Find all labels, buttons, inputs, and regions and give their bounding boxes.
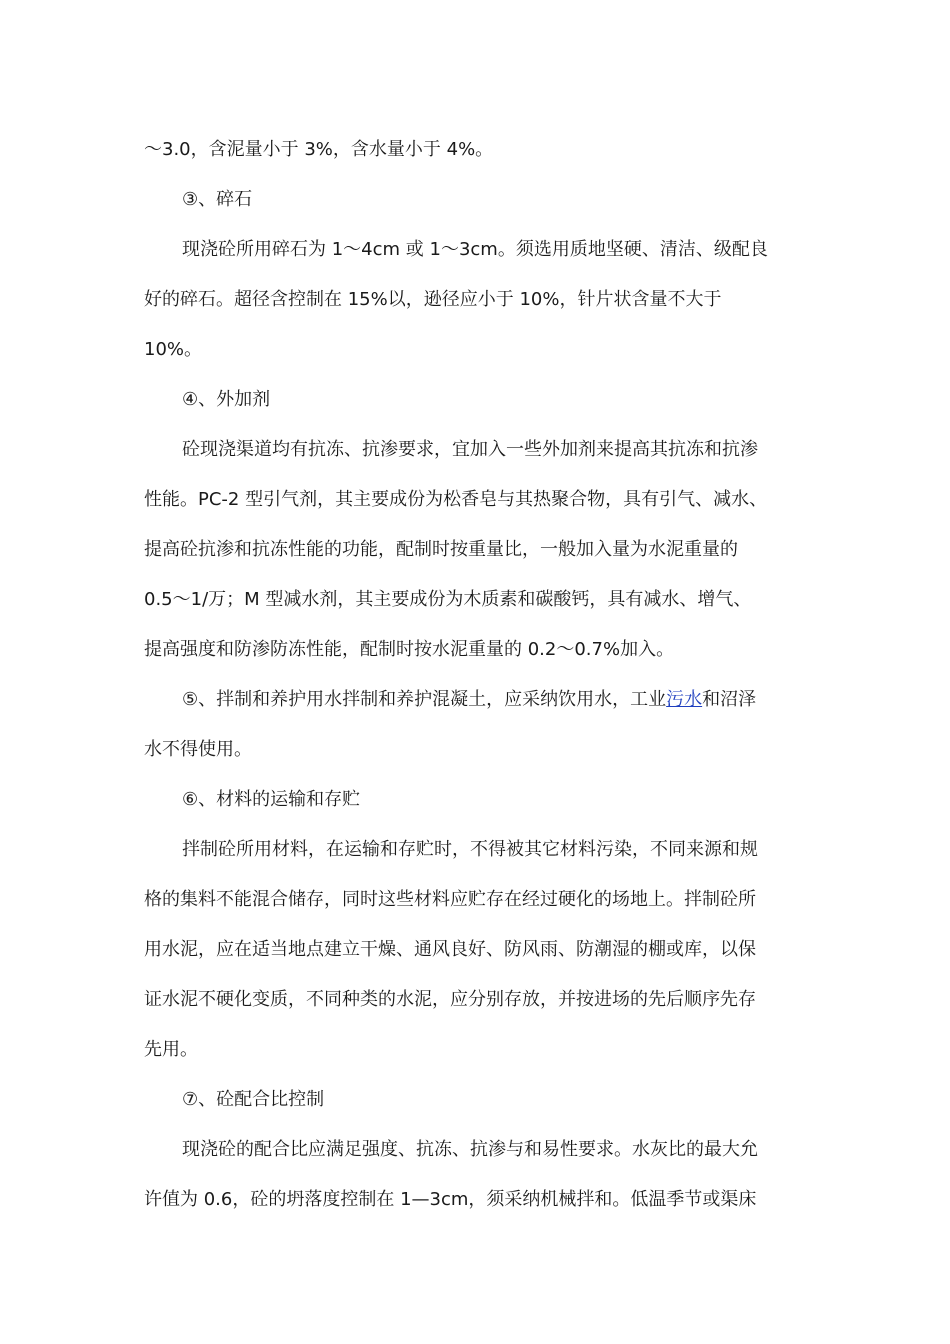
wastewater-link[interactable]: 污水 (666, 689, 703, 710)
paragraph-line: 用水泥，应在适当地点建立干燥、通风良好、防风雨、防潮湿的棚或库，以保 (144, 939, 756, 960)
paragraph-line: 现浇砼的配合比应满足强度、抗冻、抗渗与和易性要求。水灰比的最大允 (182, 1139, 758, 1160)
paragraph-line: 10%。 (144, 339, 203, 360)
section-heading-water (182, 688, 756, 712)
section-heading-admixture: ④、外加剂 (182, 389, 271, 410)
section-heading-transport-storage: ⑥、材料的运输和存贮 (182, 789, 361, 810)
paragraph-line: 格的集料不能混合储存，同时这些材料应贮存在经过硬化的场地上。拌制砼所 (144, 889, 756, 910)
paragraph-line: 许值为 0.6，砼的坍落度控制在 1—3cm，须采纳机械拌和。低温季节或渠床 (144, 1189, 757, 1210)
paragraph-line: 0.5～1/万；M 型减水剂，其主要成份为木质素和碳酸钙，具有减水、增气、 (144, 589, 752, 610)
paragraph-line: 提高强度和防渗防冻性能，配制时按水泥重量的 0.2～0.7%加入。 (144, 639, 675, 660)
paragraph-line: 现浇砼所用碎石为 1～4cm 或 1～3cm。须选用质地坚硬、清洁、级配良 (182, 239, 768, 260)
paragraph-line: 水不得使用。 (144, 739, 252, 760)
text-span: ⑤、拌制和养护用水拌制和养护混凝土，应采纳饮用水，工业 (182, 689, 667, 710)
paragraph-line: 先用。 (144, 1039, 198, 1060)
section-heading-mix-ratio: ⑦、砼配合比控制 (182, 1089, 325, 1110)
text-line: ～3.0，含泥量小于 3%，含水量小于 4%。 (144, 139, 494, 160)
paragraph-line: 证水泥不硬化变质，不同种类的水泥，应分别存放，并按进场的先后顺序先存 (144, 989, 756, 1010)
paragraph-line: 拌制砼所用材料，在运输和存贮时，不得被其它材料污染，不同来源和规 (182, 839, 758, 860)
paragraph-line: 砼现浇渠道均有抗冻、抗渗要求，宜加入一些外加剂来提高其抗冻和抗渗 (182, 439, 758, 460)
section-heading-gravel: ③、碎石 (182, 189, 253, 210)
text-span: 和沼泽 (702, 689, 757, 710)
paragraph-line: 提高砼抗渗和抗冻性能的功能，配制时按重量比，一般加入量为水泥重量的 (144, 539, 738, 560)
paragraph-line: 性能。PC-2 型引气剂，其主要成份为松香皂与其热聚合物，具有引气、减水、 (144, 489, 768, 510)
paragraph-line: 好的碎石。超径含控制在 15%以，逊径应小于 10%，针片状含量不大于 (144, 289, 722, 310)
